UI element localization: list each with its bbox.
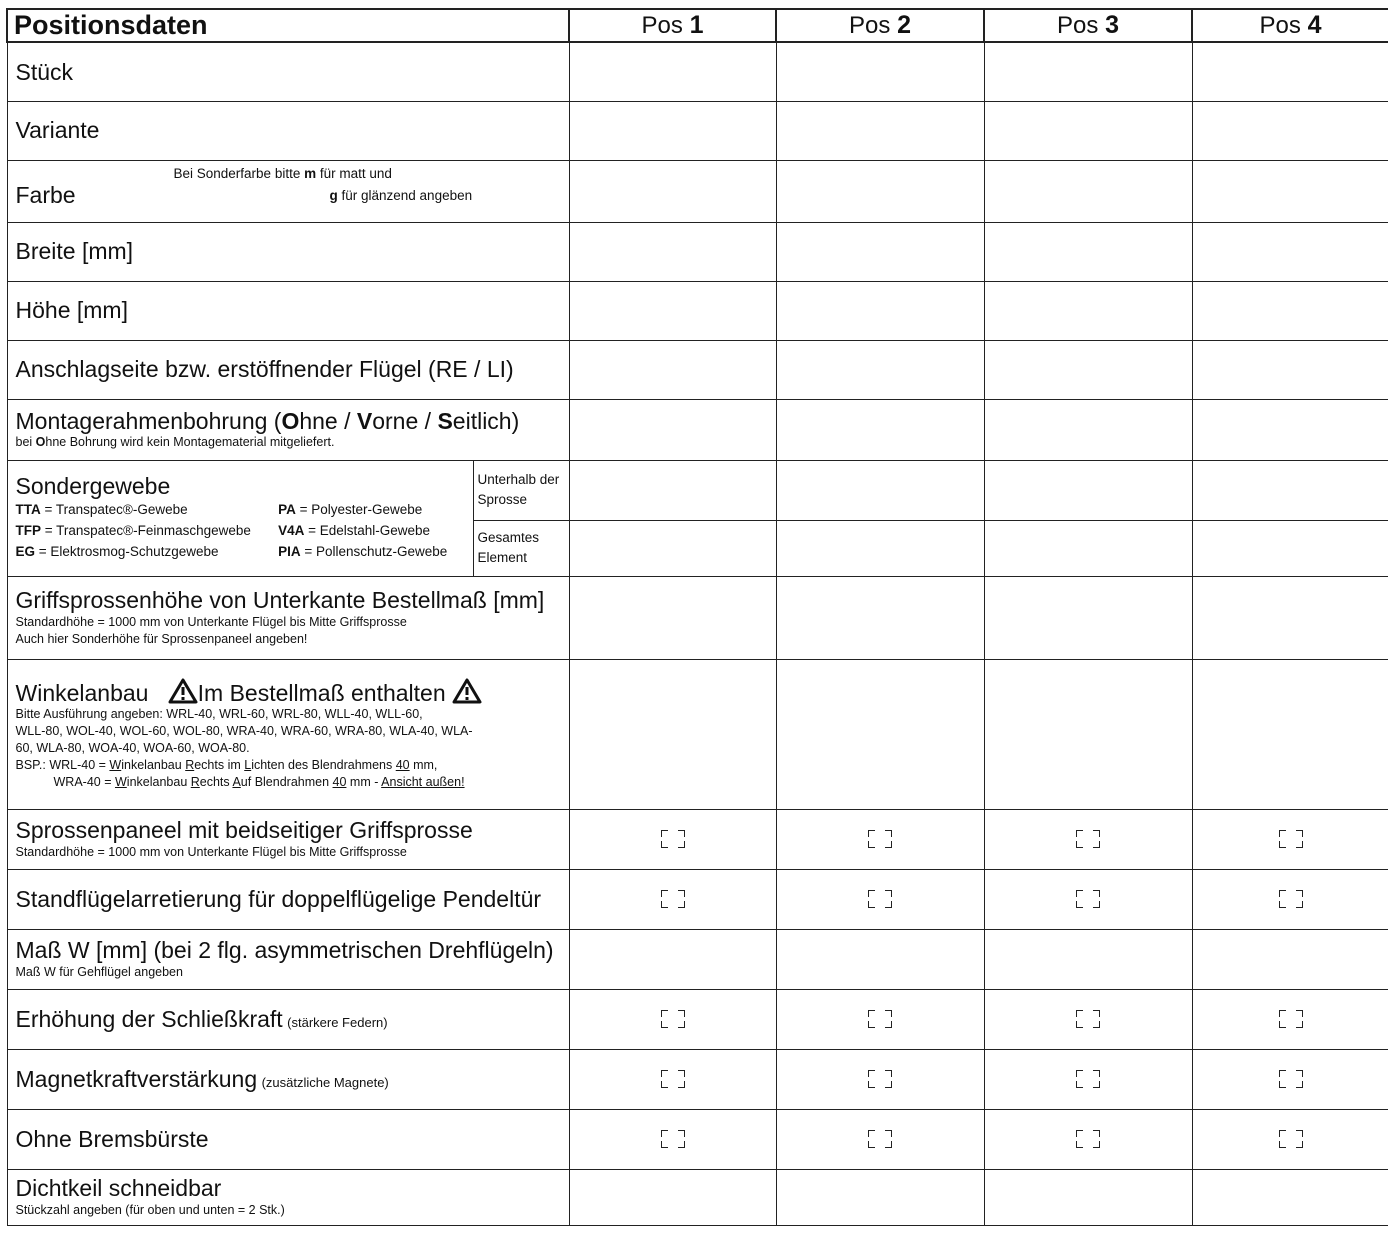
checkbox-bremsbuerste-pos4[interactable]: [1192, 1109, 1388, 1169]
winkel-bsp-2: WRA-40 = Winkelanbau Rechts Auf Blendrahmen 40 mm - Ansicht außen!: [53, 774, 465, 789]
input-winkel-pos1[interactable]: [569, 659, 776, 809]
label-variante: Variante: [7, 101, 569, 160]
input-sg-gesamt-pos3[interactable]: [984, 520, 1192, 576]
row-variante: [7, 101, 1388, 160]
input-farbe-pos3[interactable]: [984, 160, 1192, 222]
checkbox-schliesskraft-pos4[interactable]: [1192, 989, 1388, 1049]
input-sg-unterhalb-pos1[interactable]: [569, 460, 776, 520]
input-montage-pos2[interactable]: [776, 399, 984, 460]
label-anschlag: Anschlagseite bzw. erstöffnender Flügel (RE / LI): [7, 340, 569, 399]
checkbox-standfluegel-pos3[interactable]: [984, 869, 1192, 929]
sg-item-eg: EG = Elektrosmog-Schutzgewebe: [15, 543, 219, 559]
input-sg-gesamt-pos4[interactable]: [1192, 520, 1388, 576]
checkbox-sprossenpaneel-pos1[interactable]: [569, 809, 776, 869]
magnet-note: (zusätzliche Magnete): [261, 1074, 389, 1090]
cell-mass-w: [7, 929, 569, 989]
checkbox-magnet-pos2[interactable]: [776, 1049, 984, 1109]
pos-header-4: Pos 4: [1192, 9, 1388, 42]
input-dichtkeil-pos3[interactable]: [984, 1169, 1192, 1225]
checkbox-icon[interactable]: [1279, 1070, 1303, 1088]
checkbox-icon[interactable]: [1279, 830, 1303, 848]
input-sg-unterhalb-pos4[interactable]: [1192, 460, 1388, 520]
checkbox-icon[interactable]: [1279, 1130, 1303, 1148]
input-winkel-pos2[interactable]: [776, 659, 984, 809]
cell-schliesskraft: [7, 989, 569, 1049]
input-anschlag-pos1[interactable]: [569, 340, 776, 399]
input-winkel-pos3[interactable]: [984, 659, 1192, 809]
cell-sprossenpaneel: [7, 809, 569, 869]
farbe-note-glaenzend: g für glänzend angeben: [329, 188, 473, 203]
checkbox-icon[interactable]: [1279, 1010, 1303, 1028]
input-dichtkeil-pos2[interactable]: [776, 1169, 984, 1225]
input-mass-w-pos2[interactable]: [776, 929, 984, 989]
input-montage-pos3[interactable]: [984, 399, 1192, 460]
input-breite-pos1[interactable]: [569, 222, 776, 281]
sub-unterhalb: Unterhalb der Sprosse: [473, 460, 569, 520]
input-stueck-pos2[interactable]: [776, 42, 984, 101]
schliesskraft-note: (stärkere Federn): [287, 1014, 388, 1030]
input-sg-gesamt-pos1[interactable]: [569, 520, 776, 576]
checkbox-icon[interactable]: [661, 890, 685, 908]
winkel-warning-text: Im Bestellmaß enthalten: [197, 679, 446, 706]
label-winkel: Winkelanbau: [15, 679, 149, 706]
row-anschlag: [7, 340, 1388, 399]
input-griffsprosse-pos1[interactable]: [569, 576, 776, 659]
label-standfluegel: Standflügelarretierung für doppelflügelige Pendeltür: [7, 869, 569, 929]
checkbox-sprossenpaneel-pos2[interactable]: [776, 809, 984, 869]
sondergewebe-legend: [16, 500, 465, 563]
row-farbe: [7, 160, 1388, 222]
input-mass-w-pos3[interactable]: [984, 929, 1192, 989]
input-sg-unterhalb-pos3[interactable]: [984, 460, 1192, 520]
mass-w-note: Maß W für Gehflügel angeben: [15, 964, 183, 979]
pos-header-3: Pos 3: [984, 9, 1192, 42]
input-stueck-pos3[interactable]: [984, 42, 1192, 101]
cell-magnet: [7, 1049, 569, 1109]
checkbox-icon[interactable]: [1076, 890, 1100, 908]
input-mass-w-pos1[interactable]: [569, 929, 776, 989]
checkbox-standfluegel-pos2[interactable]: [776, 869, 984, 929]
sub-gesamtes: Gesamtes Element: [473, 520, 569, 576]
warning-icon: [452, 678, 482, 704]
input-montage-pos4[interactable]: [1192, 399, 1388, 460]
input-mass-w-pos4[interactable]: [1192, 929, 1388, 989]
label-griffsprosse: Griffsprossenhöhe von Unterkante Bestellmaß [mm]: [15, 587, 545, 614]
input-variante-pos4[interactable]: [1192, 101, 1388, 160]
input-breite-pos4[interactable]: [1192, 222, 1388, 281]
header-row: [7, 9, 1388, 42]
checkbox-icon[interactable]: [1076, 830, 1100, 848]
input-anschlag-pos3[interactable]: [984, 340, 1192, 399]
checkbox-schliesskraft-pos1[interactable]: [569, 989, 776, 1049]
checkbox-icon[interactable]: [1076, 1070, 1100, 1088]
checkbox-bremsbuerste-pos3[interactable]: [984, 1109, 1192, 1169]
sg-item-tfp: TFP = Transpatec®-Feinmaschgewebe: [15, 522, 251, 538]
label-farbe: Farbe: [15, 181, 76, 208]
dichtkeil-note: Stückzahl angeben (für oben und unten = 2 Stk.): [15, 1202, 285, 1217]
checkbox-standfluegel-pos1[interactable]: [569, 869, 776, 929]
checkbox-icon[interactable]: [868, 1010, 892, 1028]
input-breite-pos3[interactable]: [984, 222, 1192, 281]
input-anschlag-pos4[interactable]: [1192, 340, 1388, 399]
row-griffsprosse: [7, 576, 1388, 659]
input-sg-unterhalb-pos2[interactable]: [776, 460, 984, 520]
sprossenpaneel-note: Standardhöhe = 1000 mm von Unterkante Flügel bis Mitte Griffsprosse: [15, 844, 407, 859]
checkbox-icon[interactable]: [661, 1010, 685, 1028]
input-variante-pos3[interactable]: [984, 101, 1192, 160]
input-stueck-pos1[interactable]: [569, 42, 776, 101]
row-hoehe: [7, 281, 1388, 340]
griffsprosse-note-1: Standardhöhe = 1000 mm von Unterkante Flügel bis Mitte Griffsprosse: [15, 614, 407, 629]
input-hoehe-pos3[interactable]: [984, 281, 1192, 340]
checkbox-icon[interactable]: [868, 1070, 892, 1088]
griffsprosse-note-2: Auch hier Sonderhöhe für Sprossenpaneel angeben!: [15, 631, 308, 646]
row-mass-w: [7, 929, 1388, 989]
row-standfluegel: [7, 869, 1388, 929]
label-hoehe: Höhe [mm]: [7, 281, 569, 340]
input-griffsprosse-pos3[interactable]: [984, 576, 1192, 659]
cell-montage: [7, 399, 569, 460]
checkbox-schliesskraft-pos3[interactable]: [984, 989, 1192, 1049]
input-hoehe-pos2[interactable]: [776, 281, 984, 340]
winkel-bsp-1: BSP.: WRL-40 = Winkelanbau Rechts im Lichten des Blendrahmens 40 mm,: [15, 757, 438, 772]
warning-icon: [168, 678, 198, 704]
input-griffsprosse-pos4[interactable]: [1192, 576, 1388, 659]
checkbox-icon[interactable]: [661, 830, 685, 848]
label-stueck: Stück: [7, 42, 569, 101]
label-schliesskraft: Erhöhung der Schließkraft: [15, 1005, 283, 1032]
row-winkel: [7, 659, 1388, 809]
row-dichtkeil: [7, 1169, 1388, 1225]
checkbox-magnet-pos3[interactable]: [984, 1049, 1192, 1109]
checkbox-icon[interactable]: [868, 890, 892, 908]
input-sg-gesamt-pos2[interactable]: [776, 520, 984, 576]
input-hoehe-pos4[interactable]: [1192, 281, 1388, 340]
label-magnet: Magnetkraftverstärkung: [15, 1065, 258, 1092]
checkbox-magnet-pos4[interactable]: [1192, 1049, 1388, 1109]
label-montage: Montagerahmenbohrung (Ohne / Vorne / Seitlich): [15, 407, 520, 434]
input-stueck-pos4[interactable]: [1192, 42, 1388, 101]
checkbox-icon[interactable]: [661, 1070, 685, 1088]
pos-header-1: Pos 1: [569, 9, 776, 42]
label-bremsbuerste: Ohne Bremsbürste: [7, 1109, 569, 1169]
row-montage: [7, 399, 1388, 460]
cell-dichtkeil: [7, 1169, 569, 1225]
cell-farbe: [7, 160, 569, 222]
checkbox-magnet-pos1[interactable]: [569, 1049, 776, 1109]
input-montage-pos1[interactable]: [569, 399, 776, 460]
winkel-note-3: 60, WLA-80, WOA-40, WOA-60, WOA-80.: [15, 740, 250, 755]
checkbox-icon[interactable]: [868, 1130, 892, 1148]
winkel-note-2: WLL-80, WOL-40, WOL-60, WOL-80, WRA-40, WRA-60, WRA-80, WLA-40, WLA-: [15, 723, 473, 738]
input-winkel-pos4[interactable]: [1192, 659, 1388, 809]
cell-winkel: [7, 659, 569, 809]
winkel-heading: [16, 678, 561, 706]
sg-item-tta: TTA = Transpatec®-Gewebe: [15, 501, 188, 517]
row-sprossenpaneel: [7, 809, 1388, 869]
cell-griffsprosse: [7, 576, 569, 659]
cell-sondergewebe: [7, 460, 473, 576]
input-variante-pos2[interactable]: [776, 101, 984, 160]
input-anschlag-pos2[interactable]: [776, 340, 984, 399]
input-hoehe-pos1[interactable]: [569, 281, 776, 340]
checkbox-icon[interactable]: [868, 830, 892, 848]
winkel-note-1: Bitte Ausführung angeben: WRL-40, WRL-60, WRL-80, WLL-40, WLL-60,: [15, 707, 423, 722]
checkbox-schliesskraft-pos2[interactable]: [776, 989, 984, 1049]
pos-header-2: Pos 2: [776, 9, 984, 42]
row-breite: [7, 222, 1388, 281]
label-mass-w: Maß W [mm] (bei 2 flg. asymmetrischen Drehflügeln): [15, 937, 554, 964]
label-sondergewebe: Sondergewebe: [15, 473, 171, 500]
table-title: Positionsdaten: [7, 9, 569, 42]
checkbox-icon[interactable]: [1279, 890, 1303, 908]
row-schliesskraft: [7, 989, 1388, 1049]
input-farbe-pos2[interactable]: [776, 160, 984, 222]
checkbox-sprossenpaneel-pos4[interactable]: [1192, 809, 1388, 869]
input-dichtkeil-pos1[interactable]: [569, 1169, 776, 1225]
checkbox-bremsbuerste-pos2[interactable]: [776, 1109, 984, 1169]
row-bremsbuerste: [7, 1109, 1388, 1169]
positionsdaten-table: [6, 8, 1388, 1226]
farbe-note-matt: Bei Sonderfarbe bitte m für matt und: [173, 166, 392, 181]
input-farbe-pos1[interactable]: [569, 160, 776, 222]
row-magnet: [7, 1049, 1388, 1109]
label-dichtkeil: Dichtkeil schneidbar: [15, 1175, 222, 1202]
row-stueck: [7, 42, 1388, 101]
sg-item-pa: PA = Polyester-Gewebe: [278, 501, 423, 517]
input-farbe-pos4[interactable]: [1192, 160, 1388, 222]
row-sondergewebe-1: [7, 460, 1388, 520]
input-dichtkeil-pos4[interactable]: [1192, 1169, 1388, 1225]
checkbox-bremsbuerste-pos1[interactable]: [569, 1109, 776, 1169]
input-variante-pos1[interactable]: [569, 101, 776, 160]
checkbox-icon[interactable]: [1076, 1010, 1100, 1028]
checkbox-icon[interactable]: [1076, 1130, 1100, 1148]
label-breite: Breite [mm]: [7, 222, 569, 281]
label-sprossenpaneel: Sprossenpaneel mit beidseitiger Griffsprosse: [15, 817, 473, 844]
sg-item-v4a: V4A = Edelstahl-Gewebe: [278, 522, 431, 538]
montage-note: bei Ohne Bohrung wird kein Montagematerial mitgeliefert.: [15, 435, 335, 450]
input-griffsprosse-pos2[interactable]: [776, 576, 984, 659]
sg-item-pia: PIA = Pollenschutz-Gewebe: [278, 543, 448, 559]
checkbox-standfluegel-pos4[interactable]: [1192, 869, 1388, 929]
input-breite-pos2[interactable]: [776, 222, 984, 281]
checkbox-icon[interactable]: [661, 1130, 685, 1148]
checkbox-sprossenpaneel-pos3[interactable]: [984, 809, 1192, 869]
